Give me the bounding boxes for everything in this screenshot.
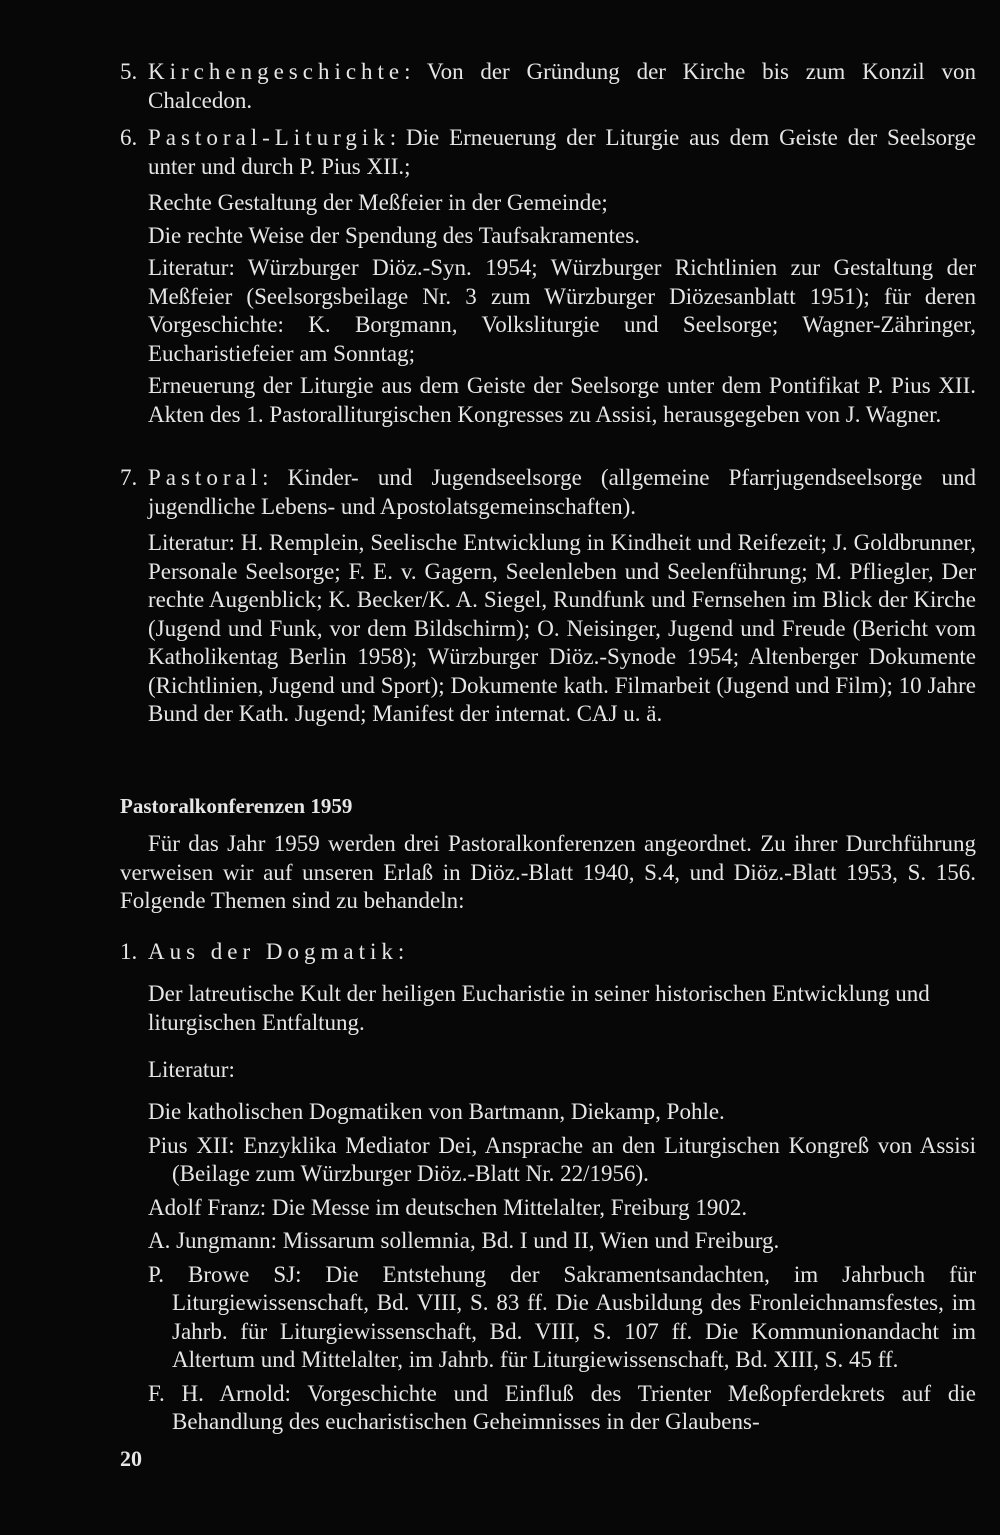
item-title: Aus der Dogmatik: — [148, 939, 410, 964]
literature-paragraph: Literatur: H. Remplein, Seelische Entwicklung in Kindheit und Reifezeit; J. Goldbrunner, Personale Seelsorge; F. E. v. Gagern, Seelenleben und Seelenführung; M. Pfliegler, Der rechte Augenblick; K. Becker/K. A. Siegel, Rundfunk und Fernsehen im Blick der Kirche (Jugend und Funk, vor dem Bildschirm); O. Neisinger, Jugend und Freude (Bericht vom Katholikentag Berlin 1958); Würzburger Diöz.-Synode 1954; Altenberger Dokumente (Richtlinien, Jugend und Sport); Dokumente kath. Filmarbeit (Jugend und Film); 10 Jahre Bund der Kath. Jugend; Manifest der internat. CAJ u. ä. — [148, 530, 976, 726]
item-number: 6. — [120, 125, 138, 150]
item-text: : Die Erneuerung der Liturgie aus dem Geiste der Seelsorge unter und durch P. Pius XII.; — [148, 125, 976, 179]
item-title: Pastoral — [148, 465, 263, 490]
literature-paragraph: Literatur: Würzburger Diöz.-Syn. 1954; Würzburger Richtlinien zur Gestaltung der Meßfeier (Seelsorgsbeilage Nr. 3 zum Würzburger Diözesanblatt 1951); für deren Vorgeschichte: K. Borgmann, Volksliturgie und Seelsorge; Wagner-Zähringer, Eucharistiefeier am Sonntag; — [148, 255, 976, 366]
dogmatik-text: Der latreutische Kult der heiligen Eucharistie in seiner historischen Entwicklung und liturgischen Entfaltung. — [148, 981, 930, 1035]
item-paragraph: Die rechte Weise der Spendung des Taufsakramentes. — [148, 222, 640, 248]
literature-entry: P. Browe SJ: Die Entstehung der Sakramentsandachten, im Jahrbuch für Liturgiewissenschaft, Bd. VIII, S. 83 ff. Die Ausbildung des Fronleichnamsfestes, im Jahrb. für Liturgiewissenschaft, Bd. VIII, S. 107 ff. Die Kommunionandacht im Altertum und Mittelalter, im Jahrb. für Liturgiewissenschaft, Bd. XIII, S. 45 ff. — [148, 1261, 976, 1372]
literature-entry: Adolf Franz: Die Messe im deutschen Mittelalter, Freiburg 1902. — [148, 1194, 748, 1220]
section-intro: Für das Jahr 1959 werden drei Pastoralkonferenzen angeordnet. Zu ihrer Durchführung verweisen wir auf unseren Erlaß in Diöz.-Blatt 1940, S.4, und Diöz.-Blatt 1953, S. 156. Folgende Themen sind zu behandeln: — [120, 831, 976, 913]
item-text: : Von der Gründung der Kirche bis zum Konzil von Chalcedon. — [148, 59, 976, 113]
item-number: 5. — [120, 59, 138, 84]
literature-paragraph: Erneuerung der Liturgie aus dem Geiste der Seelsorge unter dem Pontifikat P. Pius XII. Akten des 1. Pastoralliturgischen Kongresses zu Assisi, herausgegeben von J. Wagner. — [148, 373, 976, 427]
item-title: Kirchengeschichte — [148, 59, 405, 84]
topic-item-6 — [120, 124, 976, 433]
literature-entry: A. Jungmann: Missarum sollemnia, Bd. I und II, Wien und Freiburg. — [148, 1228, 780, 1253]
item-title: Pastoral-Liturgik — [148, 125, 390, 150]
item-number: 1. — [120, 939, 138, 964]
literature-list — [148, 1098, 976, 1442]
item-text: : Kinder- und Jugendseelsorge (allgemeine Pfarrjugendseelsorge und jugendliche Lebens- und Apostolatsgemeinschaften). — [148, 465, 976, 519]
item-number: 7. — [120, 465, 138, 490]
section-heading: Pastoralkonferenzen 1959 — [120, 794, 353, 818]
literature-label: Literatur: — [148, 1057, 235, 1082]
dogmatik-item — [120, 938, 976, 971]
topic-item-5 — [120, 58, 976, 119]
page-number: 20 — [120, 1446, 142, 1471]
topic-item-7 — [120, 464, 976, 733]
literature-entry: F. H. Arnold: Vorgeschichte und Einfluß des Trienter Meßopferdekrets auf die Behandlung des eucharistischen Geheimnisses in der Glaubens- — [148, 1380, 976, 1434]
item-paragraph: Rechte Gestaltung der Meßfeier in der Gemeinde; — [148, 190, 608, 215]
literature-entry: Die katholischen Dogmatiken von Bartmann, Diekamp, Pohle. — [148, 1099, 725, 1124]
literature-entry: Pius XII: Enzyklika Mediator Dei, Ansprache an den Liturgischen Kongreß von Assisi (Beilage zum Würzburger Diöz.-Blatt Nr. 22/1956). — [148, 1132, 976, 1186]
